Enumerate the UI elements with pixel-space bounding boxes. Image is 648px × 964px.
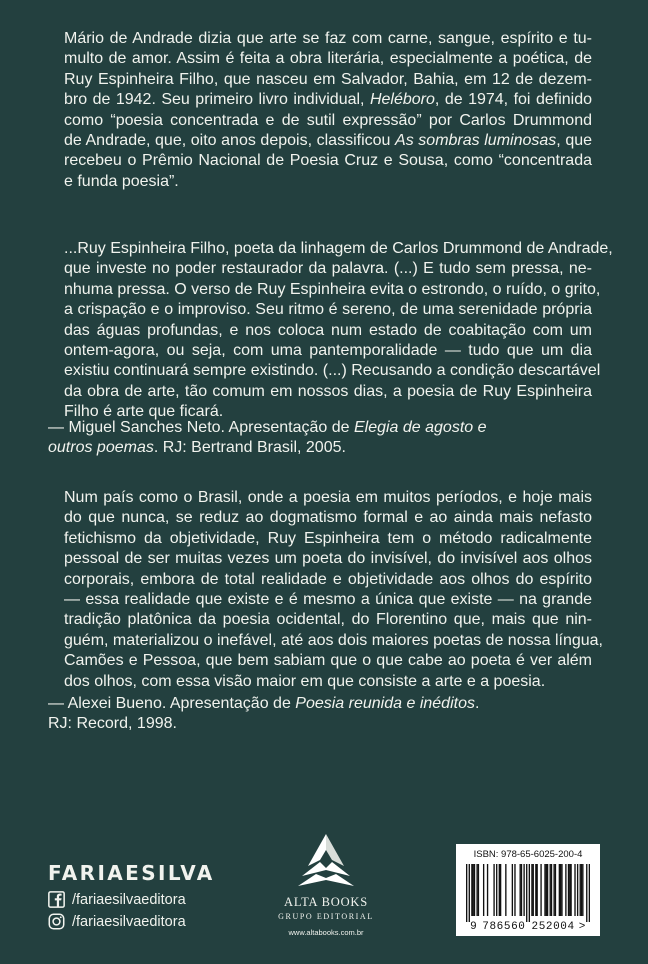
barcode-bar [493, 864, 494, 916]
text-line [64, 570, 592, 590]
text-run: existiu continuará sempre existindo. (...) Recusando a condição descartável [64, 362, 601, 380]
barcode-bar [540, 864, 541, 916]
barcode-bar [553, 864, 554, 916]
text-run: . RJ: Bertrand Brasil, 2005. [153, 439, 346, 457]
text-run: Filho é arte que ficará. [64, 403, 224, 421]
text-run: Num país como o Brasil, onde a poesia em muitos períodos, e hoje mais [64, 489, 592, 506]
barcode-bar [550, 864, 551, 916]
barcode-quiet-marker: > [578, 921, 586, 933]
barcode-bar [560, 864, 561, 916]
alta-books-logo [264, 832, 388, 937]
alta-books-mountain-icon [296, 832, 356, 888]
barcode-bar [536, 864, 537, 916]
text-run: , de 1974, foi definido [434, 91, 592, 109]
barcode-bar [555, 864, 556, 916]
text-run: — essa realidade que existe e é mesmo a única que existe — na grande [64, 591, 592, 609]
barcode-bar [547, 864, 548, 916]
barcode-bar [483, 864, 484, 916]
quote-paragraph-1 [64, 239, 613, 423]
text-run: Mário de Andrade dizia que arte se faz com carne, sangue, espírito e tu- [64, 30, 592, 47]
barcode-bars [466, 864, 590, 922]
text-run: da obra de arte, tão comum em nossos dias, a poesia de Ruy Espinheira [64, 382, 592, 400]
barcode-bar [574, 864, 575, 916]
barcode-bar [580, 864, 581, 916]
barcode-bar [544, 864, 545, 916]
barcode-bar [474, 864, 475, 916]
barcode-bar [469, 864, 470, 922]
italic-title: outros poemas [48, 439, 154, 457]
barcode-digit-lead: 9 [470, 921, 478, 933]
instagram-link[interactable] [48, 913, 186, 930]
text-line [64, 529, 592, 549]
barcode-bar [526, 864, 527, 922]
text-run: recebeu o Prêmio Nacional de Poesia Cruz e Sousa, como “concentrada [64, 152, 592, 170]
barcode-bar [473, 864, 474, 916]
barcode-bar [531, 864, 532, 916]
barcode-bar [466, 864, 467, 922]
text-line [64, 90, 592, 110]
barcode-bar [589, 864, 590, 922]
text-line [48, 694, 608, 714]
barcode-bar [586, 864, 587, 922]
text-run: , que [556, 132, 593, 150]
text-line [64, 361, 601, 381]
barcode-bar [521, 864, 522, 916]
barcode-bar [505, 864, 506, 916]
barcode-bar [577, 864, 578, 916]
text-run: — Miguel Sanches Neto. Apresentação de [48, 419, 354, 436]
text-line [64, 672, 592, 692]
text-line [64, 259, 592, 279]
text-line [48, 418, 608, 438]
text-line [64, 590, 592, 610]
text-line [64, 280, 601, 300]
publisher-subtitle: GRUPO EDITORIAL [278, 912, 374, 921]
barcode-digits [456, 921, 600, 933]
text-run: das águas profundas, e nos coloca num estado de coabitação com um [64, 321, 592, 339]
text-run: que investe no poder restaurador da palavra. (...) E tudo sem pressa, ne- [64, 260, 592, 278]
barcode-bar [569, 864, 570, 916]
text-run: dos olhos, com essa visão maior em que consiste a arte e a poesia. [64, 672, 546, 690]
text-run: a crispação e o improviso. Seu ritmo é sereno, de uma serenidade própria [64, 301, 592, 319]
text-line [48, 438, 608, 458]
text-line [64, 151, 592, 171]
text-line [64, 631, 603, 651]
text-run: e funda poesia”. [64, 172, 179, 190]
barcode-bar [568, 864, 569, 916]
text-run: guém, materializou o inefável, até aos dois maiores poetas de nossa língua, [64, 631, 603, 649]
text-run: do que nunca, se reduz ao dogmatismo formal e ao ainda mais nefasto [64, 509, 592, 527]
text-line [64, 508, 592, 528]
italic-title: As sombras luminosas [395, 132, 557, 150]
text-line [64, 239, 613, 259]
barcode-bar [582, 864, 583, 916]
text-line [64, 341, 592, 361]
faria-e-silva-logo: FARIAESILVA [48, 861, 215, 885]
barcode-digits-right: 252004 [531, 921, 575, 933]
italic-title: Poesia reunida e inéditos [295, 695, 475, 712]
barcode-bar [487, 864, 488, 916]
text-run: Ruy Espinheira Filho, que nasceu em Salvador, Bahia, em 12 de dezem- [64, 70, 592, 88]
attribution-1 [48, 418, 608, 459]
facebook-link[interactable] [48, 891, 186, 908]
text-run: pessoal de ser muitas vezes um poeta do invisível, do invisível aos olhos [64, 550, 592, 568]
isbn-barcode [456, 844, 600, 936]
quote-paragraph-2 [64, 488, 603, 692]
text-line [48, 714, 608, 734]
text-line [64, 549, 592, 569]
barcode-bar [478, 864, 479, 916]
text-line [64, 29, 592, 49]
attribution-2 [48, 694, 608, 735]
text-run: como “poesia concentrada e de sutil expressão” por Carlos Drummond [64, 111, 592, 129]
barcode-bar [529, 864, 530, 922]
text-run: RJ: Record, 1998. [48, 715, 177, 733]
text-line [64, 321, 592, 341]
barcode-digits-left: 786560 [482, 921, 526, 933]
barcode-bar [512, 864, 513, 916]
italic-title: Elegia de agosto e [353, 419, 487, 436]
text-line [64, 488, 592, 508]
text-line [64, 382, 592, 402]
barcode-bar [476, 864, 477, 916]
isbn-label: ISBN: 978-65-6025-200-4 [473, 849, 583, 860]
publisher-name: ALTA BOOKS [284, 895, 368, 909]
text-run: de Andrade, que, oito anos depois, classificou [64, 132, 396, 150]
barcode-bar [496, 864, 497, 916]
text-run: bro de 1942. Seu primeiro livro individual, [64, 91, 370, 109]
text-line [64, 111, 592, 131]
barcode-bar [499, 864, 500, 916]
text-run: nhuma pressa. O verso de Ruy Espinheira evita o estrondo, o ruído, o grito, [64, 280, 601, 298]
text-line [64, 131, 592, 151]
text-line [64, 300, 592, 320]
instagram-icon [48, 913, 65, 930]
text-run: ontem-agora, ou seja, com uma pantemporalidade — tudo que um dia [64, 342, 592, 360]
barcode-bar [471, 864, 472, 916]
barcode-bar [533, 864, 534, 916]
barcode-bar [565, 864, 566, 916]
barcode-bar [561, 864, 562, 916]
text-line [64, 49, 592, 69]
text-line [64, 172, 592, 192]
barcode-bar [514, 864, 515, 916]
text-line [64, 651, 592, 671]
facebook-icon [48, 891, 65, 908]
barcode-bar [535, 864, 536, 916]
instagram-handle: /fariaesilvaeditora [72, 913, 186, 930]
barcode-bar [551, 864, 552, 916]
barcode-bar [581, 864, 582, 916]
barcode-bar [520, 864, 521, 916]
text-line [64, 70, 592, 90]
text-run: ...Ruy Espinheira Filho, poeta da linhagem de Carlos Drummond de Andrade, [64, 240, 613, 257]
text-run: . [474, 695, 480, 712]
barcode-bar [570, 864, 571, 916]
barcode-bar [559, 864, 560, 916]
barcode-bar [523, 864, 524, 916]
text-run: fetichismo da objetividade, Ruy Espinheira tem o método radicalmente [64, 529, 592, 547]
facebook-handle: /fariaesilvaeditora [72, 891, 186, 908]
text-run: multo de amor. Assim é feita a obra literária, especialmente a poética, de [64, 50, 592, 68]
text-run: — Alexei Bueno. Apresentação de [48, 695, 296, 712]
text-run: tradição platônica da poesia ocidental, do Florentino que, mais que nin- [64, 611, 592, 629]
barcode-bar [546, 864, 547, 916]
italic-title: Heléboro [369, 91, 435, 109]
text-line [64, 610, 592, 630]
text-run: corporais, embora de total realidade e objetividade aos olhos do espírito [64, 570, 592, 588]
text-run: Camões e Pessoa, que bem sabiam que o que cabe ao poeta é ver além [64, 652, 592, 670]
intro-paragraph [64, 29, 592, 192]
barcode-bar [500, 864, 501, 916]
publisher-url: www.altabooks.com.br [288, 928, 364, 937]
